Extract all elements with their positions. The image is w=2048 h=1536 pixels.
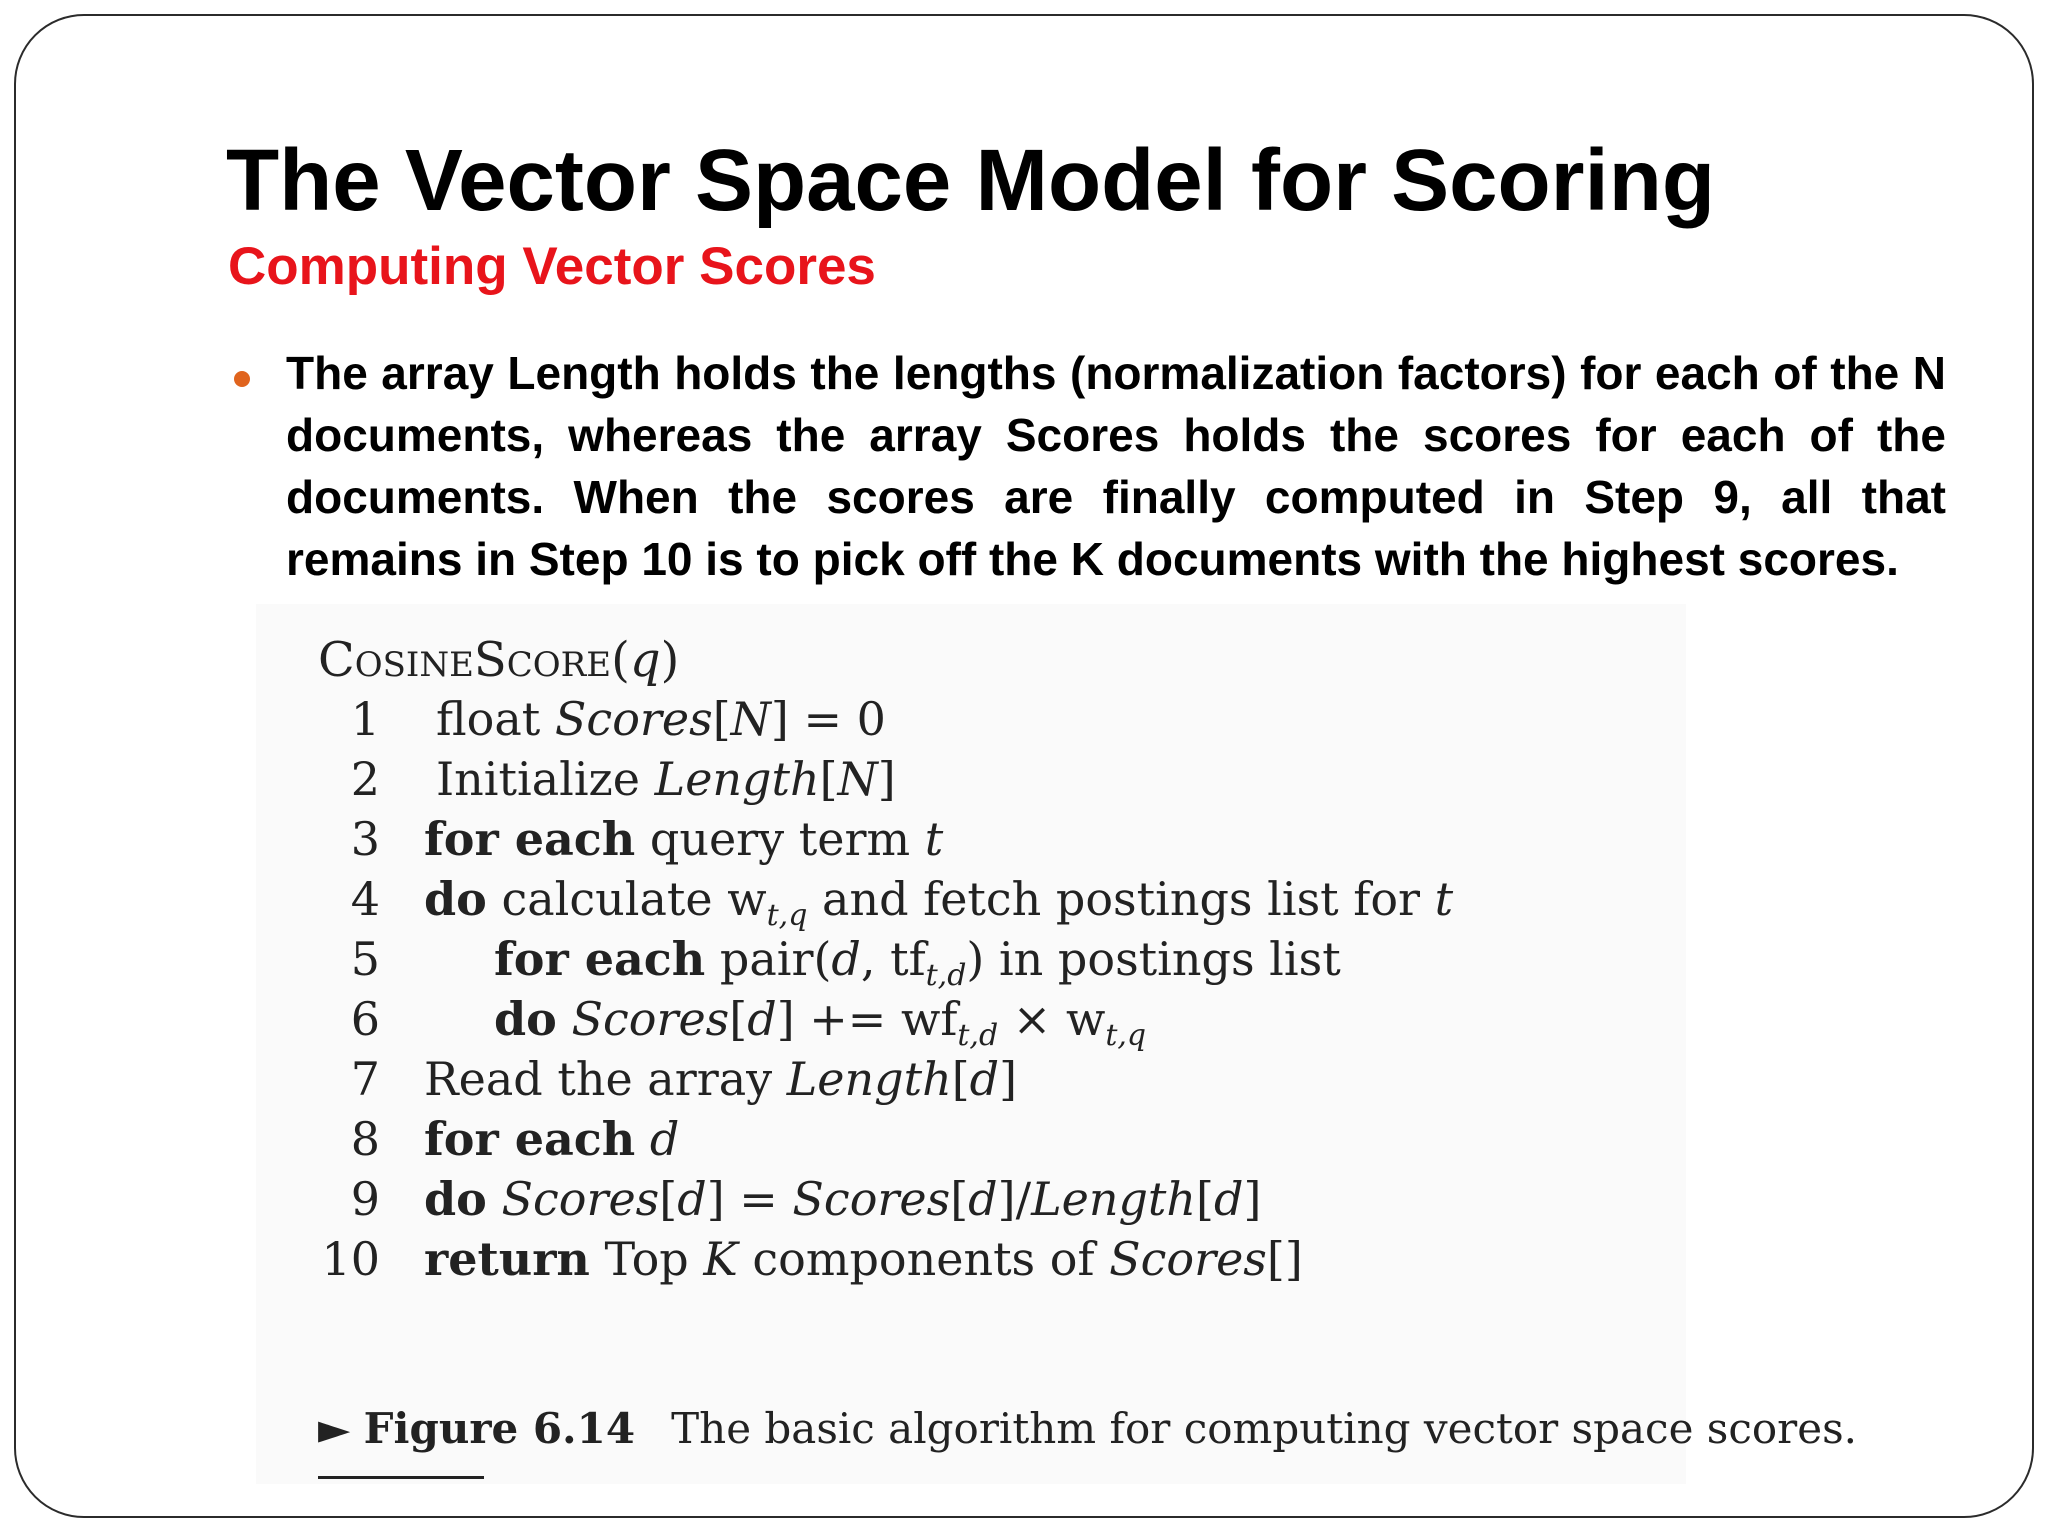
caption-label: Figure 6.14 [363,1404,636,1453]
algo-line-10: 10 return Top K components of Scores[] [296,1232,1303,1292]
algo-line-1: 1 float Scores[N] = 0 [296,692,886,752]
line-number: 9 [350,1172,380,1226]
algorithm-name: CosineScore(q) [318,632,680,688]
algo-line-4: 4 do calculate $w_{t,q}$ and fetch postings list for t [296,872,1453,932]
algo-line-6: 6 do Scores[d] += $wf_{t,d} \times w_{t,q}$ [296,992,1146,1052]
algo-line-5: 5 for each pair(d, $tf_{t,d}$) in postings list [296,932,1341,992]
algo-line-2: 2 Initialize Length[N] [296,752,896,812]
bullet-container [286,342,1946,600]
algo-line-8: 8 for each d [296,1112,679,1172]
algo-line-3: 3 for each query term t [296,812,943,872]
bullet-text: The array Length holds the lengths (normalization factors) for each of the N documents, whereas the array Scores holds the scores for each of the documents. When the scores are finally computed in Step 9, all that remains in Step 10 is to pick off the K documents with the highest scores. [286,347,1946,585]
algorithm-arg: q [629,632,661,688]
line-number: 6 [350,992,380,1046]
caption-text: The basic algorithm for computing vector space scores. [671,1404,1857,1453]
slide-title: The Vector Space Model for Scoring [226,132,1715,229]
line-number: 7 [350,1052,380,1106]
line-number: 3 [350,812,380,866]
bullet-icon [234,371,250,387]
caption-arrow-icon: ► [318,1404,351,1453]
algorithm-name-text: CosineScore [318,632,612,688]
line-number: 5 [350,932,380,986]
slide-subtitle: Computing Vector Scores [228,237,876,296]
algorithm-figure [256,604,1857,1484]
slide [14,14,2034,1518]
line-number: 4 [350,872,380,926]
line-number: 1 [350,692,380,746]
algo-line-7: 7 Read the array Length[d] [296,1052,1017,1112]
line-number: 2 [350,752,380,806]
caption-rule [318,1476,484,1479]
line-number: 10 [321,1232,380,1286]
figure-caption [318,1404,1857,1453]
line-number: 8 [350,1112,380,1166]
algo-line-9: 9 do Scores[d] = Scores[d]/Length[d] [296,1172,1261,1232]
